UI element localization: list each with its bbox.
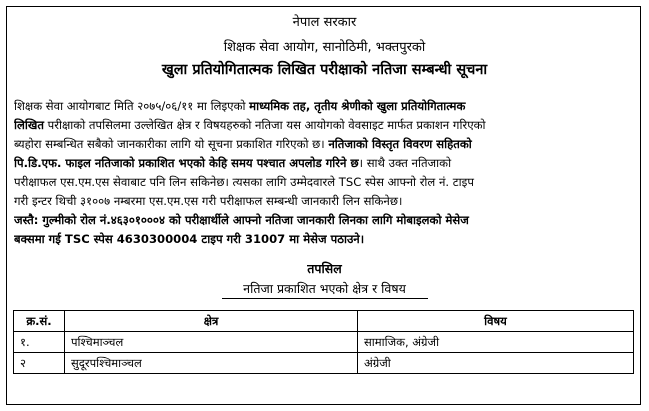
notice-title: खुला प्रतियोगितात्मक लिखित परीक्षाको नतिजा सम्बन्धी सूचना	[161, 62, 488, 78]
cell-subject: सामाजिक, अंग्रेजी	[358, 332, 634, 353]
table-header-row	[14, 311, 634, 332]
header-sn: क्र.सं.	[14, 311, 65, 332]
body-bold-text: नतिजाको विस्तृत विवरण सहितको	[328, 137, 472, 151]
body-line-6: गरी इन्टर थिची ३१००७ नम्बरमा एस.एम.एस गरी परीक्षाफल सम्बन्धी जानकारी लिन सकिनेछ।	[14, 194, 403, 208]
body-line-1	[14, 97, 636, 116]
government-heading: नेपाल सरकार	[292, 15, 357, 30]
cell-area: पश्चिमाञ्चल	[65, 332, 358, 353]
body-bold-text: पि.डि.एफ. फाइल नतिजाको प्रकाशित भएको केहि समय पश्चात अपलोड गरिने छ	[14, 156, 359, 170]
notice-body	[14, 97, 636, 249]
table-row	[14, 332, 634, 353]
schedule-subheading: नतिजा प्रकाशित भएको क्षेत्र र विषय	[243, 281, 406, 296]
body-bold-text: लिखित	[14, 118, 44, 132]
body-text: परीक्षाको तपसिलमा उल्लेखित क्षेत्र र विषयहरुको नतिजा यस आयोगको वेवसाइट मार्फत प्रकाशन गरिएको	[43, 118, 486, 132]
body-line-4	[14, 154, 636, 173]
body-bold-text: माध्यमिक तह, तृतीय श्रेणीको खुला प्रतियोगितात्मक	[249, 99, 466, 113]
body-text: ब्यहोरा सम्बन्धित सबैको जानकारीका लागि यो सूचना प्रकाशित गरिएको छ।	[14, 137, 329, 151]
results-table	[13, 310, 634, 374]
schedule-heading: तपसिल	[307, 261, 342, 276]
body-text: । साथै उक्त नतिजाको	[358, 156, 452, 170]
body-line-7: जस्तै: गुल्मीको रोल नं.४६३०१०००४ को परीक्षार्थीले आफ्नो नतिजा जानकारी लिनका लागि मोबाइलको मेसेज	[14, 213, 469, 227]
cell-area: सुदूरपश्चिमाञ्चल	[65, 353, 358, 374]
body-text: शिक्षक सेवा आयोगबाट मिति २०७५/०६/११ मा लिइएको	[14, 99, 250, 113]
table-row	[14, 353, 634, 374]
header-subject: विषय	[358, 311, 634, 332]
body-line-2	[14, 116, 636, 135]
cell-subject: अंग्रेजी	[358, 353, 634, 374]
cell-sn: १.	[14, 332, 65, 353]
header-area: क्षेत्र	[65, 311, 358, 332]
cell-sn: २	[14, 353, 65, 374]
commission-heading: शिक्षक सेवा आयोग, सानोठिमी, भक्तपुरको	[223, 40, 426, 55]
body-line-5: परीक्षाफल एस.एम.एस सेवाबाट पनि लिन सकिनेछ। त्यसका लागि उम्मेदवारले TSC स्पेस आफ्नो रोल नं. टाइप	[14, 175, 474, 189]
body-line-3	[14, 135, 636, 154]
subheading-underline	[222, 298, 428, 299]
body-line-8: बक्समा गई TSC स्पेस 4630300004 टाइप गरी 31007 मा मेसेज पठाउने।	[14, 232, 365, 246]
